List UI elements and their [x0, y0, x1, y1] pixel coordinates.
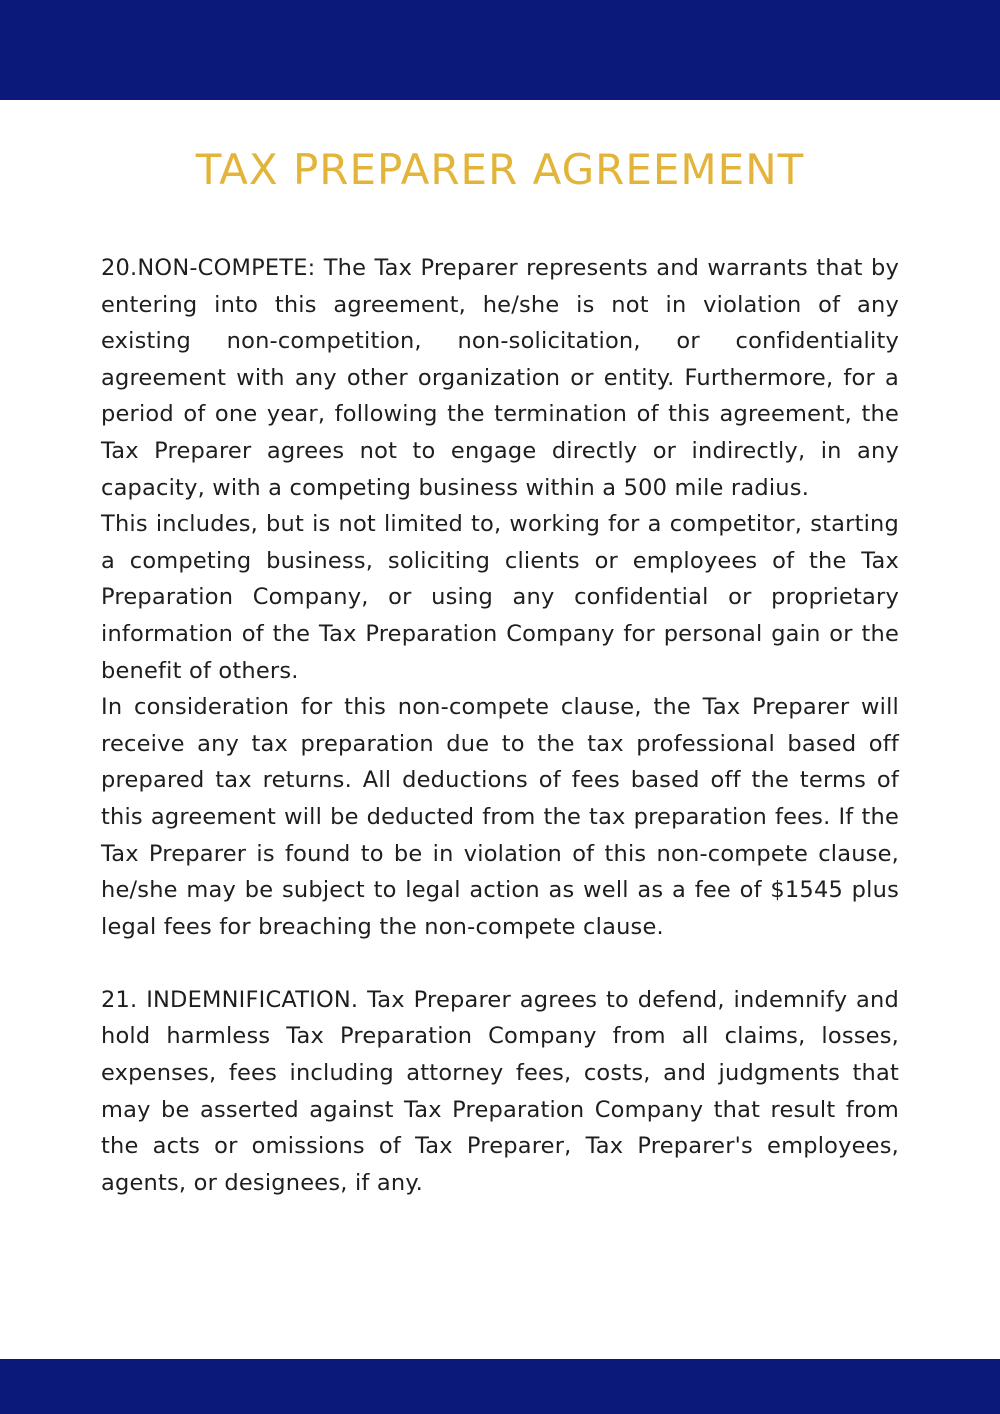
footer-band: [0, 1359, 1000, 1414]
indemnification-paragraph: 21. INDEMNIFICATION. Tax Preparer agrees to defend, indemnify and hold harmless Tax Preparation Company from all claims, losses, expenses, fees including attorney fees, costs, and judgments that may be asserted against Tax Preparation Company that result from the acts or omissions of Tax Preparer, Tax Preparer's employees, agents, or designees, if any.: [101, 986, 899, 1196]
page-title: TAX PREPARER AGREEMENT: [195, 145, 805, 194]
non-compete-paragraph-3: In consideration for this non-compete clause, the Tax Preparer will receive any tax preparation due to the tax professional based off prepared tax returns. All deductions of fees based off the terms of this agreement will be deducted from the tax preparation fees. If the Tax Preparer is found to be in violation of this non-compete clause, he/she may be subject to legal action as well as a fee of $1545 plus legal fees for breaching the non-compete clause.: [101, 694, 899, 940]
non-compete-paragraph-2: This includes, but is not limited to, working for a competitor, starting a competing business, soliciting clients or employees of the Tax Preparation Company, or using any confidential or proprietary information of the Tax Preparation Company for personal gain or the benefit of others.: [101, 511, 899, 684]
header-band: [0, 0, 1000, 100]
agreement-body: [101, 250, 899, 1201]
section-spacer: [101, 945, 899, 982]
non-compete-paragraph-1: 20.NON-COMPETE: The Tax Preparer represents and warrants that by entering into this agreement, he/she is not in violation of any existing non-competition, non-solicitation, or confidentiality agreement with any other organization or entity. Furthermore, for a period of one year, following the termination of this agreement, the Tax Preparer agrees not to engage directly or indirectly, in any capacity, with a competing business within a 500 mile radius.: [101, 255, 899, 501]
